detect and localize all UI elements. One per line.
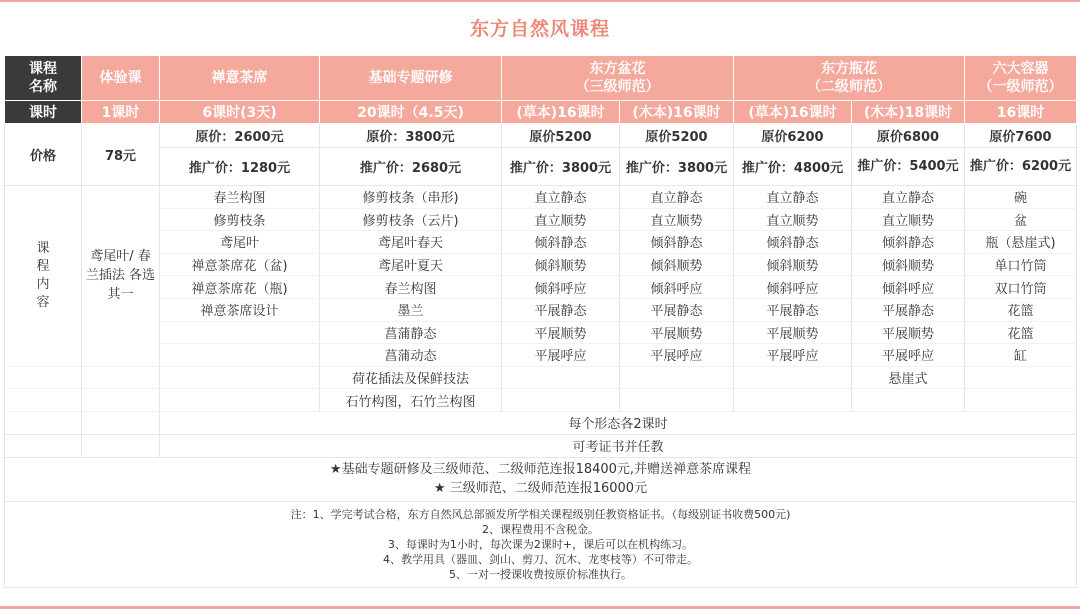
- content-cell: 倾斜呼应: [852, 276, 965, 299]
- content-cell: 平展静态: [620, 298, 734, 321]
- content-trial-blank: [82, 389, 160, 412]
- price-row-orig: [5, 124, 1077, 148]
- content-cell: 直立顺势: [852, 208, 965, 231]
- price-c2-orig: 原价：2600元: [160, 124, 320, 148]
- content-row: [5, 276, 1077, 299]
- content-cell: 双口竹筒: [965, 276, 1077, 299]
- hours-c1: 1课时: [82, 101, 160, 124]
- col-vase-sub: （二级师范）: [807, 79, 891, 95]
- cert-note: 可考证书并任教: [160, 434, 1077, 457]
- content-cell: 平展呼应: [502, 344, 620, 367]
- content-cell: [965, 366, 1077, 389]
- content-cell: 倾斜呼应: [734, 276, 852, 299]
- content-cell: [502, 366, 620, 389]
- note-3: 3、每课时为1小时，每次课为2课时+，课后可以在机构练习。: [387, 537, 694, 551]
- hours-label: 课时: [5, 101, 82, 124]
- content-cell: 平展顺势: [734, 321, 852, 344]
- hours-c4a: (草本)16课时: [502, 101, 620, 124]
- content-cell: [734, 389, 852, 412]
- price-c6-promo: 推广价：6200元: [965, 148, 1077, 186]
- cert-blank-a: [5, 434, 82, 457]
- content-cell: 春兰构图: [320, 276, 502, 299]
- content-cell: 春兰构图: [160, 186, 320, 209]
- col-vase: [734, 56, 965, 101]
- col-tea: 禅意茶席: [160, 56, 320, 101]
- content-cell: 单口竹筒: [965, 253, 1077, 276]
- note-5: 5、一对一授课收费按原价标准执行。: [449, 567, 632, 581]
- content-cell: 鸢尾叶: [160, 231, 320, 254]
- content-row: [5, 389, 1077, 412]
- price-c6-orig: 原价7600: [965, 124, 1077, 148]
- content-cell: [160, 344, 320, 367]
- content-cell: 直立顺势: [620, 208, 734, 231]
- col-pot-sub: （三级师范）: [575, 79, 660, 95]
- hours-c2: 6课时(3天): [160, 101, 320, 124]
- top-divider: [0, 0, 1080, 2]
- content-cell: 荷花插法及保鲜技法: [320, 366, 502, 389]
- content-cell: 倾斜静态: [852, 231, 965, 254]
- content-cell: 菖蒲静态: [320, 321, 502, 344]
- hours-c4b: (木本)16课时: [620, 101, 734, 124]
- content-cell: 缸: [965, 344, 1077, 367]
- content-cell: 修剪枝条（串形): [320, 186, 502, 209]
- content-cell: 墨兰: [320, 298, 502, 321]
- content-cell: 平展静态: [502, 298, 620, 321]
- content-label-text: 课程内容: [36, 240, 50, 310]
- price-c4b-promo: 推广价：3800元: [620, 148, 734, 186]
- page-title: 东方自然风课程: [469, 18, 610, 40]
- promo-row: [5, 457, 1077, 501]
- content-cell: 直立静态: [620, 186, 734, 209]
- content-cell: 禅意茶席花（盆): [160, 253, 320, 276]
- hours-c6: 16课时: [965, 101, 1077, 124]
- content-cell: [852, 389, 965, 412]
- notes-row: [5, 501, 1077, 587]
- col-pot: [502, 56, 734, 101]
- content-cell: 鸢尾叶春天: [320, 231, 502, 254]
- content-cell: 倾斜顺势: [734, 253, 852, 276]
- content-cell: 倾斜顺势: [502, 253, 620, 276]
- content-trial: 鸢尾叶/ 春兰插法 各选其一: [82, 186, 160, 367]
- promo-line-1: ★基础专题研修及三级师范、二级师范连报18400元,并赠送禅意茶席课程: [329, 462, 752, 478]
- price-c4a-orig: 原价5200: [502, 124, 620, 148]
- content-row: [5, 344, 1077, 367]
- content-cell: 平展顺势: [620, 321, 734, 344]
- content-cell: 石竹构图，石竹兰构图: [320, 389, 502, 412]
- content-row: [5, 366, 1077, 389]
- content-row: [5, 321, 1077, 344]
- content-cell: [160, 321, 320, 344]
- col-container: [965, 56, 1077, 101]
- content-row: [5, 253, 1077, 276]
- hours-c5a: (草本)16课时: [734, 101, 852, 124]
- content-cell: 倾斜顺势: [620, 253, 734, 276]
- course-table: [4, 55, 1077, 588]
- content-cell: 修剪枝条（云片): [320, 208, 502, 231]
- col-vase-title: 东方瓶花: [821, 61, 877, 77]
- content-label-blank: [5, 389, 82, 412]
- content-cell: 直立顺势: [502, 208, 620, 231]
- content-trial-blank: [82, 366, 160, 389]
- content-cell: [734, 366, 852, 389]
- price-c3-orig: 原价：3800元: [320, 124, 502, 148]
- price-c5b-promo: 推广价：5400元: [852, 148, 965, 186]
- content-cell: 倾斜顺势: [852, 253, 965, 276]
- content-row: [5, 208, 1077, 231]
- note-1: 注：1、学完考试合格，东方自然风总部颁发所学相关课程级别任教资格证书。（每级别证书收费500元): [290, 507, 791, 521]
- content-cell: [502, 389, 620, 412]
- content-cell: 禅意茶席设计: [160, 298, 320, 321]
- content-cell: 平展静态: [734, 298, 852, 321]
- content-label-blank: [5, 366, 82, 389]
- content-body: [5, 186, 1077, 412]
- content-cell: 倾斜呼应: [502, 276, 620, 299]
- content-cell: 瓶（悬崖式): [965, 231, 1077, 254]
- price-c5a-promo: 推广价：4800元: [734, 148, 852, 186]
- content-cell: 倾斜静态: [620, 231, 734, 254]
- note-2: 2、课程费用不含税金。: [482, 522, 599, 536]
- price-c5a-orig: 原价6200: [734, 124, 852, 148]
- note-4: 4、教学用具（器皿、剑山、剪刀、沉木、龙枣枝等）不可带走。: [383, 552, 698, 566]
- content-cell: 平展呼应: [734, 344, 852, 367]
- content-row: [5, 298, 1077, 321]
- col-container-title: 六大容器: [992, 61, 1049, 77]
- content-cell: 鸢尾叶夏天: [320, 253, 502, 276]
- promo-line-2: ★ 三级师范、二级师范连报16000元: [433, 481, 648, 497]
- content-cell: 直立静态: [734, 186, 852, 209]
- per-form-blank-a: [5, 411, 82, 434]
- cert-blank-b: [82, 434, 160, 457]
- content-cell: 修剪枝条: [160, 208, 320, 231]
- content-label: [5, 186, 82, 367]
- col-basic: 基础专题研修: [320, 56, 502, 101]
- content-cell: [965, 389, 1077, 412]
- col-pot-title: 东方盆花: [589, 61, 646, 77]
- promo-cell: [5, 457, 1077, 501]
- hours-c5b: (木本)18课时: [852, 101, 965, 124]
- price-c1: 78元: [82, 124, 160, 186]
- hours-row: [5, 101, 1077, 124]
- content-cell: 菖蒲动态: [320, 344, 502, 367]
- price-c5b-orig: 原价6800: [852, 124, 965, 148]
- per-form-note: 每个形态各2课时: [160, 411, 1077, 434]
- content-cell: 倾斜静态: [502, 231, 620, 254]
- content-cell: 倾斜呼应: [620, 276, 734, 299]
- content-cell: [620, 366, 734, 389]
- col-container-sub: （一级师范）: [978, 79, 1063, 95]
- content-cell: 碗: [965, 186, 1077, 209]
- content-cell: 平展顺势: [852, 321, 965, 344]
- cert-row: [5, 434, 1077, 457]
- content-cell: 花篮: [965, 321, 1077, 344]
- price-row-promo: [5, 148, 1077, 186]
- content-cell: [620, 389, 734, 412]
- per-form-row: [5, 411, 1077, 434]
- content-cell: 平展呼应: [852, 344, 965, 367]
- content-cell: 平展顺势: [502, 321, 620, 344]
- price-c2-promo: 推广价：1280元: [160, 148, 320, 186]
- price-c3-promo: 推广价：2680元: [320, 148, 502, 186]
- content-row: [5, 231, 1077, 254]
- content-cell: 禅意茶席花（瓶): [160, 276, 320, 299]
- content-cell: 盆: [965, 208, 1077, 231]
- content-row: [5, 186, 1077, 209]
- content-cell: 平展呼应: [620, 344, 734, 367]
- notes-cell: [5, 501, 1077, 587]
- content-cell: 直立静态: [502, 186, 620, 209]
- content-cell: 悬崖式: [852, 366, 965, 389]
- content-cell: [160, 366, 320, 389]
- col-trial: 体验课: [82, 56, 160, 101]
- price-label: 价格: [5, 124, 82, 186]
- content-cell: 花篮: [965, 298, 1077, 321]
- price-c4a-promo: 推广价：3800元: [502, 148, 620, 186]
- name-header: 课程名称: [5, 56, 82, 101]
- price-c4b-orig: 原价5200: [620, 124, 734, 148]
- content-cell: [160, 389, 320, 412]
- content-cell: 直立顺势: [734, 208, 852, 231]
- content-cell: 直立静态: [852, 186, 965, 209]
- content-cell: 平展静态: [852, 298, 965, 321]
- per-form-blank-b: [82, 411, 160, 434]
- content-cell: 倾斜静态: [734, 231, 852, 254]
- header-row: [5, 56, 1077, 101]
- hours-c3: 20课时（4.5天): [320, 101, 502, 124]
